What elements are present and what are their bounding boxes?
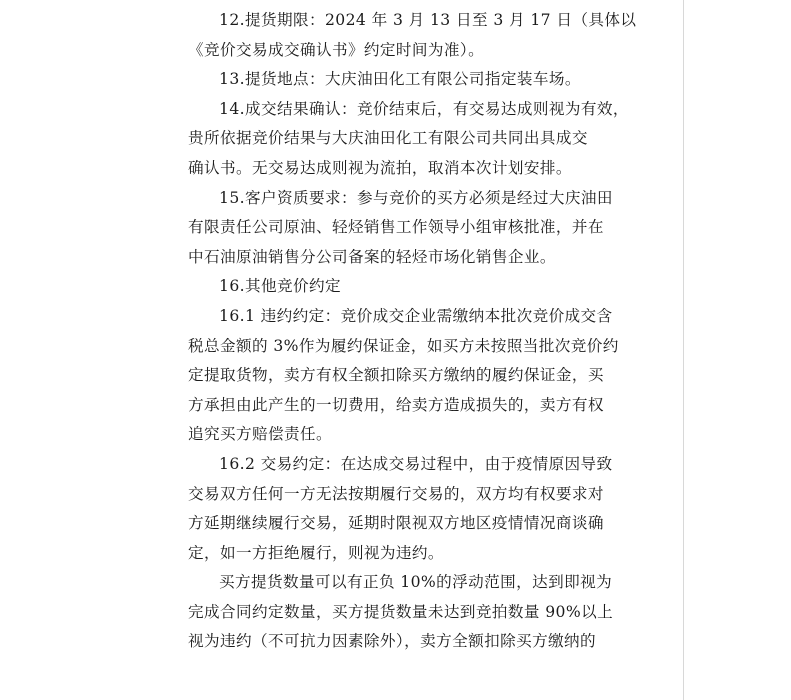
clause-15-line-2: 有限责任公司原油、轻烃销售工作领导小组审核批准，并在 bbox=[188, 218, 604, 237]
clause-14-line-3: 确认书。无交易达成则视为流拍，取消本次计划安排。 bbox=[188, 158, 572, 177]
clause-16-1-breach: 16.1 违约约定：竞价成交企业需缴纳本批次竞价成交含 bbox=[219, 306, 613, 325]
clause-16-1-line-4: 方承担由此产生的一切费用，给卖方造成损失的，卖方有权 bbox=[188, 395, 604, 414]
document-body bbox=[188, 6, 637, 657]
clause-15-line-3: 中石油原油销售分公司备案的轻烃市场化销售企业。 bbox=[188, 247, 556, 266]
clause-12-continuation: 《竞价交易成交确认书》约定时间为准）。 bbox=[188, 40, 485, 59]
clause-13-delivery-location: 13.提货地点：大庆油田化工有限公司指定装车场。 bbox=[219, 70, 581, 89]
clause-15-customer-qualification: 15.客户资质要求：参与竞价的买方必须是经过大庆油田 bbox=[219, 188, 613, 207]
clause-14-line-2: 贵所依据竞价结果与大庆油田化工有限公司共同出具成交 bbox=[188, 129, 588, 148]
clause-16-1-line-5: 追究买方赔偿责任。 bbox=[188, 425, 332, 444]
clause-14-result-confirmation: 14.成交结果确认：竞价结束后，有交易达成则视为有效， bbox=[219, 99, 629, 118]
clause-12-delivery-period: 12.提货期限：2024 年 3 月 13 日至 3 月 17 日（具体以 bbox=[219, 11, 637, 29]
quantity-paragraph-line-3: 视为违约（不可抗力因素除外），卖方全额扣除买方缴纳的 bbox=[188, 632, 597, 651]
clause-16-1-line-2: 税总金额的 3%作为履约保证金，如买方未按照当批次竞价约 bbox=[188, 336, 619, 355]
clause-16-2-line-2: 交易双方任何一方无法按期履行交易的，双方均有权要求对 bbox=[188, 484, 604, 503]
page-binding-line bbox=[683, 0, 684, 700]
clause-16-2-line-4: 定，如一方拒绝履行，则视为违约。 bbox=[188, 543, 444, 562]
clause-16-2-line-3: 方延期继续履行交易，延期时限视双方地区疫情情况商谈确 bbox=[188, 514, 604, 533]
clause-16-heading: 16.其他竞价约定 bbox=[219, 277, 341, 296]
clause-16-1-line-3: 定提取货物，卖方有权全额扣除买方缴纳的履约保证金，买 bbox=[188, 366, 604, 385]
clause-16-2-trading: 16.2 交易约定：在达成交易过程中，由于疫情原因导致 bbox=[219, 454, 613, 473]
quantity-paragraph: 买方提货数量可以有正负 10%的浮动范围，达到即视为 bbox=[219, 573, 613, 592]
quantity-paragraph-line-2: 完成合同约定数量，买方提货数量未达到竞拍数量 90%以上 bbox=[188, 602, 614, 621]
